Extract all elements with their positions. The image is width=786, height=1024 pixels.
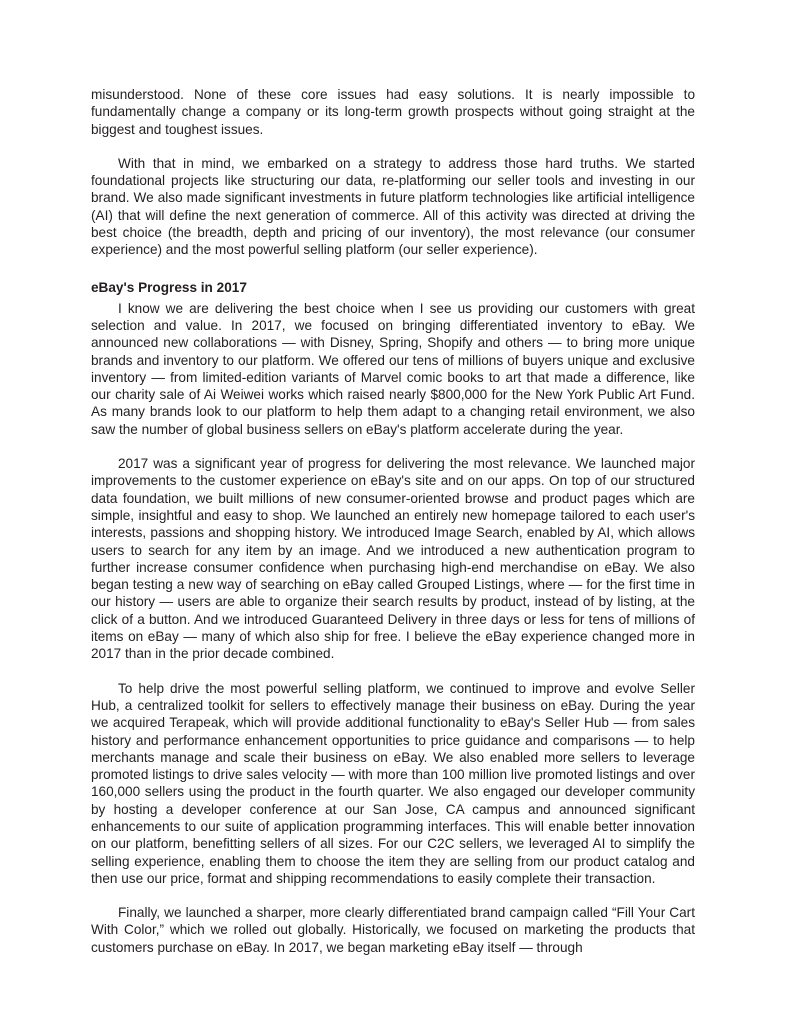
paragraph-selling-platform: To help drive the most powerful selling platform, we continued to improve and evolve Seller Hub, a centralized toolkit for sellers to effectively manage their business on eBay. During the year we acquired Terapeak, which will provide additional functionality to eBay's Seller Hub — from sales history and performance enhancement opportunities to price guidance and comparisons — to help merchants manage and scale their business on eBay. We also enabled more sellers to leverage promoted listings to drive sales velocity — with more than 100 million live promoted listings and over 160,000 sellers using the product in the fourth quarter. We also engaged our developer community by hosting a developer conference at our San Jose, CA campus and announced significant enhancements to our suite of application programming interfaces. This will enable better innovation on our platform, benefitting sellers of all sizes. For our C2C sellers, we leveraged AI to simplify the selling experience, enabling them to choose the item they are selling from our product catalog and then use our price, format and shipping recommendations to easily complete their transaction. xyxy=(91,680,695,886)
paragraph-strategy: With that in mind, we embarked on a strategy to address those hard truths. We started foundational projects like structuring our data, re-platforming our seller tools and investing in our brand. We also made significant investments in future platform technologies like artificial intelligence (AI) that will define the next generation of commerce. All of this activity was directed at driving the best choice (the breadth, depth and pricing of our inventory), the most relevance (our consumer experience) and the most powerful selling platform (our seller experience). xyxy=(91,155,695,258)
paragraph-intro-continued: misunderstood. None of these core issues had easy solutions. It is nearly impossible to fundamentally change a company or its long-term growth prospects without going straight at the biggest and toughest issues. xyxy=(91,87,695,137)
paragraph-brand-campaign: Finally, we launched a sharper, more clearly differentiated brand campaign called “Fill Your Cart With Color,” which we rolled out globally. Historically, we focused on marketing the products that customers purchase on eBay. In 2017, we began marketing eBay itself — through xyxy=(91,905,695,955)
letter-page xyxy=(91,86,695,956)
section-heading: eBay's Progress in 2017 xyxy=(91,279,247,295)
paragraph-best-choice: I know we are delivering the best choice when I see us providing our customers with great selection and value. In 2017, we focused on bringing differentiated inventory to eBay. We announced new collaborations — with Disney, Spring, Shopify and others — to bring more unique brands and inventory to our platform. We offered our tens of millions of buyers unique and exclusive inventory — from limited-edition variants of Marvel comic books to art that made a difference, like our charity sale of Ai Weiwei works which raised nearly $800,000 for the New York Public Art Fund. As many brands look to our platform to help them adapt to a changing retail environment, we also saw the number of global business sellers on eBay's platform accelerate during the year. xyxy=(91,300,695,437)
paragraph-most-relevance: 2017 was a significant year of progress for delivering the most relevance. We launched major improvements to the customer experience on eBay's site and on our apps. On top of our structured data foundation, we built millions of new consumer-oriented browse and product pages which are simple, insightful and easy to shop. We launched an entirely new homepage tailored to each user's interests, passions and shopping history. We introduced Image Search, enabled by AI, which allows users to search for any item by an image. And we introduced a new authentication program to further increase consumer confidence when purchasing high-end merchandise on eBay. We also began testing a new way of searching on eBay called Grouped Listings, where — for the first time in our history — users are able to organize their search results by product, instead of by listing, at the click of a button. And we introduced Guaranteed Delivery in three days or less for tens of millions of items on eBay — many of which also ship for free. I believe the eBay experience changed more in 2017 than in the prior decade combined. xyxy=(91,456,695,662)
